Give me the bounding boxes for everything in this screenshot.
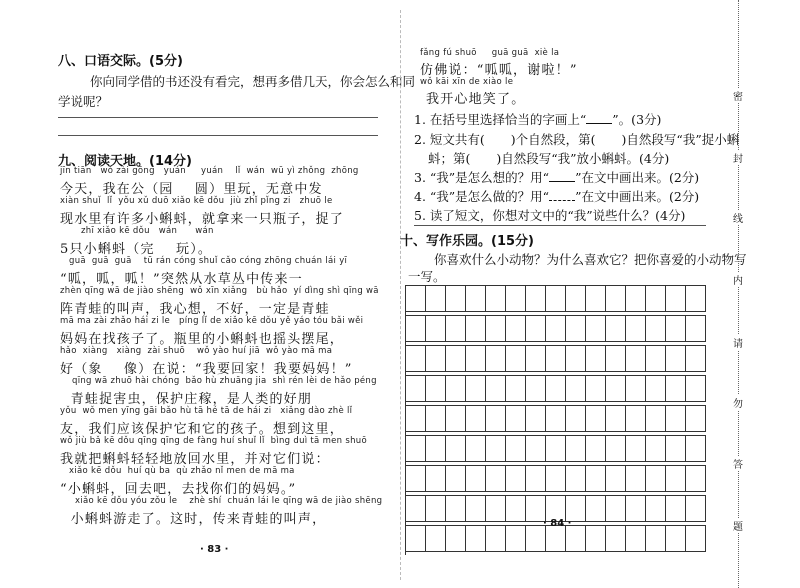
grid-cell[interactable] xyxy=(426,526,446,551)
grid-cell[interactable] xyxy=(586,316,606,341)
grid-cell[interactable] xyxy=(586,406,606,431)
grid-cell[interactable] xyxy=(646,526,666,551)
grid-cell[interactable] xyxy=(526,376,546,401)
passage-line: 5只小蝌蚪（完 玩）。 xyxy=(60,242,213,257)
seal-char: 请 xyxy=(731,335,745,350)
grid-cell[interactable] xyxy=(486,436,506,461)
grid-cell[interactable] xyxy=(646,496,666,521)
grid-cell[interactable] xyxy=(426,436,446,461)
grid-cell[interactable] xyxy=(646,376,666,401)
seal-char: 线 xyxy=(731,210,745,225)
section-8-title: 八、口语交际。(5分) xyxy=(58,54,183,69)
grid-cell[interactable] xyxy=(526,286,546,311)
grid-cell[interactable] xyxy=(446,496,466,521)
pinyin-line: zhī xiǎo kē dǒu wán wán xyxy=(60,226,214,236)
grid-cell[interactable] xyxy=(686,286,706,311)
grid-cell[interactable] xyxy=(446,526,466,551)
grid-row xyxy=(406,435,706,462)
passage-line: 今天，我在公（园 圆）里玩，无意中发 xyxy=(60,182,323,197)
grid-cell[interactable] xyxy=(486,466,506,491)
grid-cell[interactable] xyxy=(606,376,626,401)
grid-row xyxy=(406,525,706,552)
grid-cell[interactable] xyxy=(506,526,526,551)
grid-cell[interactable] xyxy=(506,376,526,401)
grid-cell[interactable] xyxy=(546,346,566,371)
seal-char: 勿 xyxy=(731,395,745,410)
question-3 xyxy=(414,168,699,186)
grid-cell[interactable] xyxy=(626,526,646,551)
grid-cell[interactable] xyxy=(446,316,466,341)
grid-cell[interactable] xyxy=(546,376,566,401)
section-9-title: 九、阅读天地。(14分) xyxy=(58,154,192,169)
grid-cell[interactable] xyxy=(626,436,646,461)
page-number: · 83 · xyxy=(200,544,229,555)
grid-cell[interactable] xyxy=(566,286,586,311)
question-4-score: ”在文中画出来。(2分) xyxy=(575,189,700,204)
q2-part-b: )个自然段，第( xyxy=(510,132,596,147)
section-10-prompt-line2: 一写。 xyxy=(408,269,446,284)
grid-cell[interactable] xyxy=(566,346,586,371)
grid-cell[interactable] xyxy=(546,316,566,341)
grid-cell[interactable] xyxy=(406,316,426,341)
grid-cell[interactable] xyxy=(666,316,686,341)
seal-char: 内 xyxy=(731,272,745,287)
grid-cell[interactable] xyxy=(446,346,466,371)
question-4 xyxy=(414,187,699,205)
q2-part-a: 2. 短文共有( xyxy=(414,132,485,147)
grid-cell[interactable] xyxy=(666,526,686,551)
grid-cell[interactable] xyxy=(406,496,426,521)
grid-cell[interactable] xyxy=(506,316,526,341)
grid-cell[interactable] xyxy=(666,346,686,371)
passage-line: 好（象 像）在说：“我要回家！我要妈妈！” xyxy=(60,362,353,377)
grid-cell[interactable] xyxy=(466,346,486,371)
grid-cell[interactable] xyxy=(446,286,466,311)
passage-line: “小蝌蚪，回去吧，去找你们的妈妈。” xyxy=(60,482,297,497)
grid-cell[interactable] xyxy=(686,496,706,521)
grid-cell[interactable] xyxy=(406,526,426,551)
grid-cell[interactable] xyxy=(646,406,666,431)
grid-cell[interactable] xyxy=(586,466,606,491)
grid-cell[interactable] xyxy=(526,316,546,341)
grid-cell[interactable] xyxy=(566,526,586,551)
question-5: 5. 读了短文，你想对文中的“我”说些什么？(4分) xyxy=(414,208,686,223)
pinyin-line: mā ma zài zhǎo hái zi le píng lǐ de xiǎo kē dǒu yě yáo tóu bǎi wěi xyxy=(60,316,364,326)
grid-cell[interactable] xyxy=(446,376,466,401)
passage-line: 妈妈在找孩子了。瓶里的小蝌蚪也摇头摆尾， xyxy=(60,332,345,347)
grid-cell[interactable] xyxy=(526,436,546,461)
passage-line: “呱，呱，呱！”突然从水草丛中传来一 xyxy=(60,272,303,287)
grid-cell[interactable] xyxy=(546,436,566,461)
grid-cell[interactable] xyxy=(646,436,666,461)
underline-sample xyxy=(586,113,612,124)
pinyin-line: wǒ kāi xīn de xiào le xyxy=(420,77,514,87)
grid-cell[interactable] xyxy=(526,466,546,491)
grid-cell[interactable] xyxy=(686,436,706,461)
grid-cell[interactable] xyxy=(486,346,506,371)
section-10-prompt-line1: 你喜欢什么小动物？为什么喜欢它？把你喜爱的小动物写 xyxy=(434,252,747,267)
passage-line: 青蛙捉害虫，保护庄稼，是人类的好朋 xyxy=(60,392,313,407)
grid-cell[interactable] xyxy=(526,406,546,431)
q2-part-c: )自然段写“我”捉小蝌 xyxy=(621,132,740,147)
grid-cell[interactable] xyxy=(446,406,466,431)
grid-cell[interactable] xyxy=(586,346,606,371)
pinyin-line: xiǎo kē dǒu yóu zǒu le zhè shí chuán lái le qīng wā de jiào shēng xyxy=(60,496,383,506)
grid-cell[interactable] xyxy=(566,406,586,431)
grid-cell[interactable] xyxy=(566,466,586,491)
question-3-text: 3. “我”是怎么想的？用“ xyxy=(414,170,550,185)
grid-cell[interactable] xyxy=(446,466,466,491)
section-8-prompt-line2: 学说呢？ xyxy=(58,94,109,109)
grid-cell[interactable] xyxy=(606,346,626,371)
grid-cell[interactable] xyxy=(626,466,646,491)
grid-cell[interactable] xyxy=(486,406,506,431)
grid-cell[interactable] xyxy=(566,376,586,401)
grid-cell[interactable] xyxy=(586,286,606,311)
grid-cell[interactable] xyxy=(586,436,606,461)
pinyin-line: xiǎo kē dǒu huí qù ba qù zhǎo nǐ men de mā ma xyxy=(60,466,295,476)
grid-cell[interactable] xyxy=(546,286,566,311)
grid-cell[interactable] xyxy=(646,316,666,341)
grid-cell[interactable] xyxy=(626,496,646,521)
grid-cell[interactable] xyxy=(406,376,426,401)
grid-cell[interactable] xyxy=(626,286,646,311)
grid-cell[interactable] xyxy=(626,406,646,431)
writing-grid[interactable] xyxy=(405,285,706,555)
grid-cell[interactable] xyxy=(466,496,486,521)
grid-row xyxy=(406,286,706,312)
page-number: · 84 · xyxy=(543,518,572,529)
grid-row xyxy=(406,375,706,402)
grid-cell[interactable] xyxy=(566,436,586,461)
grid-cell[interactable] xyxy=(466,406,486,431)
grid-cell[interactable] xyxy=(686,526,706,551)
grid-cell[interactable] xyxy=(606,526,626,551)
passage-line: 阵青蛙的叫声，我心想，不好，一定是青蛙 xyxy=(60,302,330,317)
question-2-line1 xyxy=(414,130,739,148)
grid-cell[interactable] xyxy=(506,466,526,491)
seal-char: 答 xyxy=(731,456,745,471)
grid-cell[interactable] xyxy=(626,316,646,341)
section-8-prompt-line1: 你向同学借的书还没有看完，想再多借几天，你会怎么和同 xyxy=(90,74,416,89)
question-3-score: ”在文中画出来。(2分) xyxy=(575,170,700,185)
grid-cell[interactable] xyxy=(666,376,686,401)
grid-cell[interactable] xyxy=(586,376,606,401)
passage-line: 我就把蝌蚪轻轻地放回水里，并对它们说： xyxy=(60,452,330,467)
grid-cell[interactable] xyxy=(406,436,426,461)
grid-cell[interactable] xyxy=(466,526,486,551)
pinyin-line: yǒu wǒ men yīng gāi bǎo hù tā hé tā de hái zi xiǎng dào zhè lǐ xyxy=(60,406,353,416)
grid-cell[interactable] xyxy=(606,286,626,311)
grid-cell[interactable] xyxy=(606,436,626,461)
grid-cell[interactable] xyxy=(586,526,606,551)
grid-cell[interactable] xyxy=(426,406,446,431)
grid-cell[interactable] xyxy=(606,406,626,431)
grid-cell[interactable] xyxy=(686,376,706,401)
seal-char: 封 xyxy=(731,150,745,165)
pinyin-line: jīn tiān wǒ zài gōng yuán yuán lǐ wán wū yì zhǒng zhōng xyxy=(60,166,359,176)
reading-passage-end xyxy=(420,48,720,106)
grid-cell[interactable] xyxy=(666,436,686,461)
pinyin-line: qīng wā zhuō hài chóng bǎo hù zhuāng jia shì rén lèi de hǎo péng xyxy=(60,376,377,386)
grid-cell[interactable] xyxy=(626,376,646,401)
grid-cell[interactable] xyxy=(666,496,686,521)
grid-cell[interactable] xyxy=(646,286,666,311)
page-divider xyxy=(400,10,401,580)
grid-cell[interactable] xyxy=(466,436,486,461)
grid-cell[interactable] xyxy=(406,406,426,431)
grid-cell[interactable] xyxy=(506,436,526,461)
grid-cell[interactable] xyxy=(486,526,506,551)
reading-passage xyxy=(60,166,395,526)
grid-cell[interactable] xyxy=(646,466,666,491)
grid-cell[interactable] xyxy=(646,346,666,371)
wavy-underline-sample xyxy=(549,190,575,201)
grid-cell[interactable] xyxy=(566,316,586,341)
grid-row xyxy=(406,405,706,432)
pinyin-line: hǎo xiàng xiàng zài shuō wǒ yào huí jiā wǒ yào mā ma xyxy=(60,346,333,356)
grid-cell[interactable] xyxy=(506,496,526,521)
grid-cell[interactable] xyxy=(426,286,446,311)
answer-line[interactable] xyxy=(414,225,706,226)
grid-cell[interactable] xyxy=(606,496,626,521)
grid-cell[interactable] xyxy=(466,376,486,401)
grid-cell[interactable] xyxy=(506,406,526,431)
passage-line: 小蝌蚪游走了。这时，传来青蛙的叫声， xyxy=(60,512,327,527)
grid-cell[interactable] xyxy=(606,466,626,491)
question-2-line2 xyxy=(428,149,669,167)
pinyin-line: wǒ jiù bǎ kē dǒu qīng qīng de fàng huí shuǐ lǐ bìng duì tā men shuō xyxy=(60,436,367,446)
question-1-text: 1. 在括号里选择恰当的字画上“ xyxy=(414,112,587,127)
grid-cell[interactable] xyxy=(466,286,486,311)
grid-cell[interactable] xyxy=(686,346,706,371)
grid-cell[interactable] xyxy=(626,346,646,371)
grid-cell[interactable] xyxy=(666,406,686,431)
answer-line[interactable] xyxy=(58,117,378,118)
grid-cell[interactable] xyxy=(546,526,566,551)
grid-cell[interactable] xyxy=(526,346,546,371)
grid-row xyxy=(406,465,706,492)
grid-cell[interactable] xyxy=(426,376,446,401)
grid-cell[interactable] xyxy=(466,316,486,341)
grid-cell[interactable] xyxy=(426,466,446,491)
grid-cell[interactable] xyxy=(426,496,446,521)
grid-cell[interactable] xyxy=(426,346,446,371)
grid-cell[interactable] xyxy=(686,316,706,341)
grid-cell[interactable] xyxy=(506,286,526,311)
answer-line[interactable] xyxy=(58,135,378,136)
grid-cell[interactable] xyxy=(606,316,626,341)
passage-line: 现水里有许多小蝌蚪，就拿来一只瓶子，捉了 xyxy=(60,212,345,227)
pinyin-line: fǎng fú shuō guā guā xiè la xyxy=(420,48,560,58)
pinyin-line: zhèn qīng wā de jiào shēng wǒ xīn xiǎng bù hǎo yí dìng shì qīng wā xyxy=(60,286,379,296)
grid-cell[interactable] xyxy=(686,406,706,431)
grid-cell[interactable] xyxy=(666,466,686,491)
underline-sample xyxy=(549,171,575,182)
question-4-text: 4. “我”是怎么做的？用“ xyxy=(414,189,550,204)
grid-cell[interactable] xyxy=(546,406,566,431)
grid-row xyxy=(406,315,706,342)
q2-part-d: 蚪；第( xyxy=(428,151,471,166)
grid-cell[interactable] xyxy=(546,466,566,491)
grid-cell[interactable] xyxy=(406,346,426,371)
passage-line: 我开心地笑了。 xyxy=(426,92,526,107)
passage-line: 友，我们应该保护它和它的孩子。想到这里， xyxy=(60,422,345,437)
grid-cell[interactable] xyxy=(406,466,426,491)
grid-cell[interactable] xyxy=(526,526,546,551)
question-1-score: ”。(3分) xyxy=(612,112,662,127)
grid-cell[interactable] xyxy=(666,286,686,311)
seal-char: 密 xyxy=(731,88,745,103)
grid-cell[interactable] xyxy=(506,346,526,371)
grid-cell[interactable] xyxy=(486,316,506,341)
section-10-title: 十、写作乐园。(15分) xyxy=(400,234,534,249)
grid-cell[interactable] xyxy=(446,436,466,461)
grid-cell[interactable] xyxy=(586,496,606,521)
q2-part-e: )自然段写“我”放小蝌蚪。(4分) xyxy=(496,151,670,166)
grid-cell[interactable] xyxy=(686,466,706,491)
pinyin-line: xiàn shuǐ lǐ yǒu xǔ duō xiǎo kē dǒu jiù zhǐ pǐng zi zhuō le xyxy=(60,196,333,206)
grid-cell[interactable] xyxy=(466,466,486,491)
grid-cell[interactable] xyxy=(486,496,506,521)
grid-cell[interactable] xyxy=(426,316,446,341)
passage-line: 仿佛说：“呱呱，谢啦！” xyxy=(420,63,578,78)
grid-cell[interactable] xyxy=(486,286,506,311)
grid-row xyxy=(406,345,706,372)
pinyin-line: guā guā guā tū rán cóng shuǐ cǎo cóng zhōng chuán lái yī xyxy=(60,256,348,266)
grid-cell[interactable] xyxy=(406,286,426,311)
seal-char: 题 xyxy=(731,518,745,533)
question-1 xyxy=(414,110,661,128)
grid-cell[interactable] xyxy=(486,376,506,401)
